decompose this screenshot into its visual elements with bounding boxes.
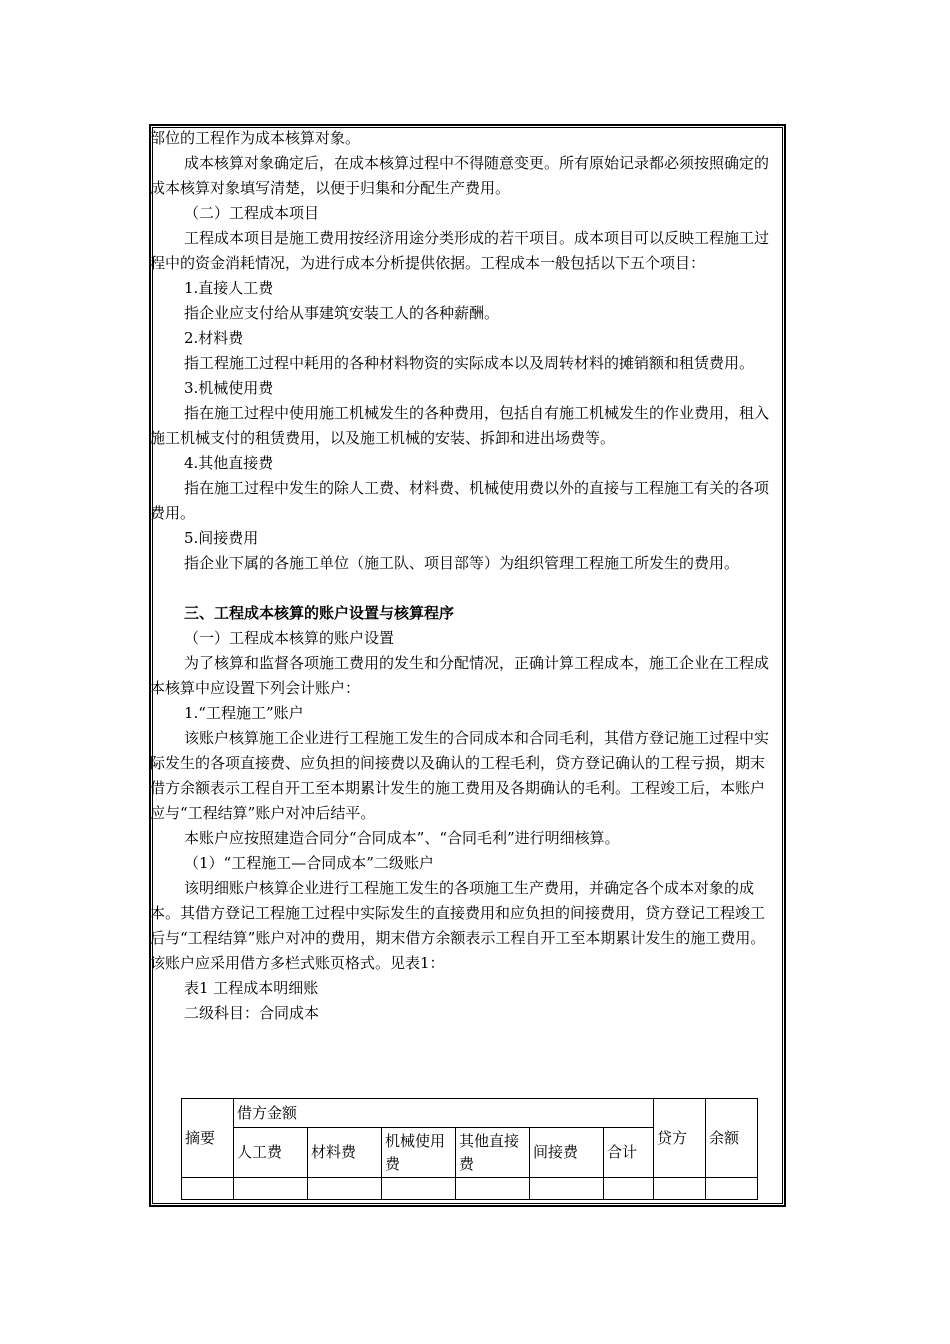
paragraph: 部位的工程作为成本核算对象。 [150,129,361,147]
paragraph: 指在施工过程中发生的除人工费、材料费、机械使用费以外的直接与工程施工有关的各项费用。 [150,479,770,522]
paragraph: 1.直接人工费 [184,279,274,297]
paragraph: 工程成本项目是施工费用按经济用途分类形成的若干项目。成本项目可以反映工程施工过程中的资金消耗情况，为进行成本分析提供依据。工程成本一般包括以下五个项目： [150,229,770,272]
header-total: 合计 [604,1128,654,1178]
header-credit: 贷方 [654,1099,706,1178]
section-heading: 三、工程成本核算的账户设置与核算程序 [184,604,455,622]
paragraph: 指在施工过程中使用施工机械发生的各种费用，包括自有施工机械发生的作业费用，租入施工机械支付的租赁费用，以及施工机械的安装、拆卸和进出场费等。 [150,404,770,447]
paragraph: 5.间接费用 [184,529,259,547]
paragraph: 本账户应按照建造合同分“合同成本”、“合同毛利”进行明细核算。 [184,829,620,847]
header-machine: 机械使用费 [382,1128,456,1178]
paragraph: 表1 工程成本明细账 [184,979,319,997]
document-body [150,126,778,1026]
cost-ledger-table [181,1098,758,1200]
table-row [182,1178,758,1200]
paragraph: 该账户核算施工企业进行工程施工发生的合同成本和合同毛利，其借方登记施工过程中实际发生的各项直接费、应负担的间接费以及确认的工程毛利，贷方登记确认的工程亏损，期末借方余额表示工程自开工至本期累计发生的施工费用及各期确认的毛利。工程竣工后，本账户应与“工程结算”账户对冲后结平。 [150,729,770,822]
paragraph: 指企业下属的各施工单位（施工队、项目部等）为组织管理工程施工所发生的费用。 [184,554,740,572]
paragraph: 指工程施工过程中耗用的各种材料物资的实际成本以及周转材料的摊销额和租赁费用。 [184,354,755,372]
paragraph: （1）“工程施工—合同成本”二级账户 [184,854,434,872]
header-balance: 余额 [706,1099,758,1178]
paragraph: 指企业应支付给从事建筑安装工人的各种薪酬。 [184,304,500,322]
paragraph: 成本核算对象确定后，在成本核算过程中不得随意变更。所有原始记录都必须按照确定的成本核算对象填写清楚，以便于归集和分配生产费用。 [150,154,770,197]
paragraph: 二级科目：合同成本 [184,1004,320,1022]
header-indirect: 间接费 [530,1128,604,1178]
header-debit: 借方金额 [234,1099,654,1128]
header-summary: 摘要 [182,1099,234,1178]
header-other: 其他直接费 [456,1128,530,1178]
paragraph: （一）工程成本核算的账户设置 [184,629,395,647]
paragraph: 为了核算和监督各项施工费用的发生和分配情况，正确计算工程成本，施工企业在工程成本核算中应设置下列会计账户： [150,654,770,697]
paragraph: 1.“工程施工”账户 [184,704,304,722]
paragraph: （二）工程成本项目 [184,204,320,222]
header-material: 材料费 [308,1128,382,1178]
paragraph: 4.其他直接费 [184,454,274,472]
paragraph: 3.机械使用费 [184,379,274,397]
paragraph: 该明细账户核算企业进行工程施工发生的各项施工生产费用，并确定各个成本对象的成本。其借方登记工程施工过程中实际发生的直接费用和应负担的间接费用，贷方登记工程竣工后与“工程结算”账户对冲的费用，期末借方余额表示工程自开工至本期累计发生的施工费用。该账户应采用借方多栏式账页格式。见表1： [150,879,766,972]
paragraph: 2.材料费 [184,329,244,347]
header-labor: 人工费 [234,1128,308,1178]
